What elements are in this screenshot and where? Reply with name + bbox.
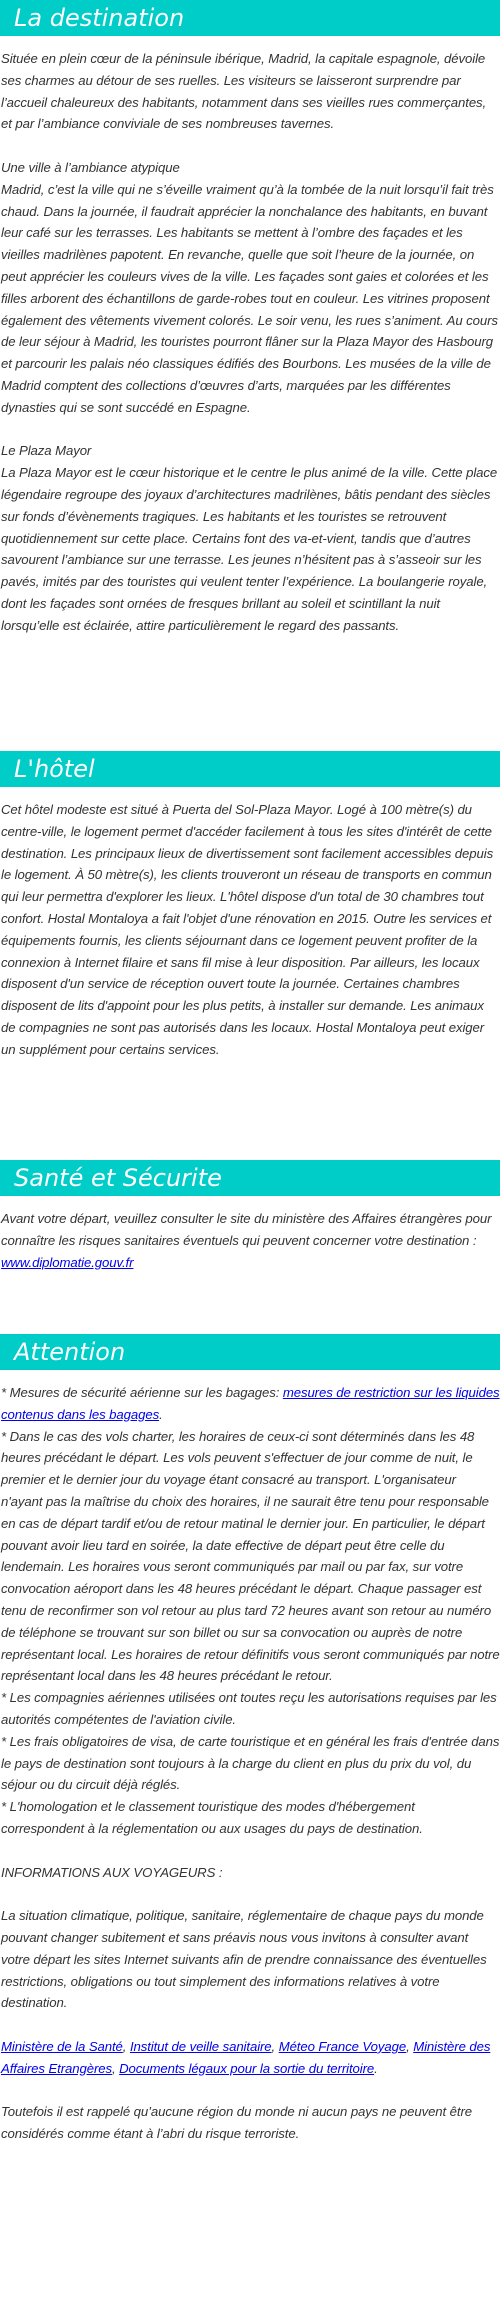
sante-title: Santé et Sécurite (0, 1160, 500, 1196)
link-separator: , (111, 2060, 120, 2076)
link-separator: , (122, 2038, 130, 2054)
hotel-body (0, 787, 500, 1061)
link-separator: , (271, 2038, 279, 2054)
info-voyageurs-text: La situation climatique, politique, sanitaire, réglementaire de chaque pays du monde pouvant changer subitement et sans préavis nous vous invitons à consulter avant votre départ les sites Internet suivants afin de prendre connaissance des éventuelles restrictions, obligations ou tout simplement des informations relatives à votre destination. (1, 1908, 487, 2011)
liquides-restriction-link[interactable]: mesures de restriction sur les liquides contenus dans les bagages (1, 1385, 500, 1422)
links-end: . (374, 2060, 378, 2076)
destination-intro: Située en plein cœur de la péninsule ibérique, Madrid, la capitale espagnole, dévoile ses charmes au détour de ses ruelles. Les visiteurs se laisseront surprendre par l’accueil chaleureux des habitants, notamment dans ses vieilles rues commerçantes, et par l’ambiance conviviale de ses nombreuses tavernes. (1, 51, 487, 132)
attention-item-charter: * Dans le cas des vols charter, les horaires de ceux-ci sont déterminés dans les 48 heures précédant le départ. Les vols peuvent s'effectuer de jour comme de nuit, le premier et le dernier jour du voyage étant consacré au transport. L'organisateur n'ayant pas la maîtrise du choix des horaires, il ne saurait être tenu pour responsable en cas de départ tardif et/ou de retour matinal le dernier jour. En particulier, le départ pouvant avoir lieu tard en soirée, la date effective de départ peut être celle du lendemain. Les horaires vous seront communiqués par mail ou par fax, sur votre convocation aéroport dans les 48 heures précédant le départ. Chaque passager est tenu de reconfirmer son vol retour au plus tard 72 heures avant son retour au numéro de téléphone se trouvant sur son billet ou sur sa convocation ou auprès de notre représentant local. Les horaires de retour définitifs vous seront communiqués par notre représentant local dans les 48 heures précédant le retour. (1, 1428, 500, 1684)
attention-body (0, 1370, 500, 2145)
link-meteo-france-voyage[interactable]: Méteo France Voyage (278, 2038, 407, 2054)
link-ministere-affaires-etrangeres[interactable]: Ministère des Affaires Etrangères (1, 2038, 491, 2076)
terrorism-disclaimer: Toutefois il est rappelé qu’aucune région du monde ni aucun pays ne peuvent être considérés comme étant à l’abri du risque terroriste. (1, 2104, 472, 2142)
info-voyageurs-heading: INFORMATIONS AUX VOYAGEURS : (1, 1864, 223, 1880)
attention-section (0, 1334, 500, 2145)
destination-body (0, 36, 500, 637)
destination-text-plaza: La Plaza Mayor est le cœur historique et le centre le plus animé de la ville. Cette place légendaire regroupe des joyaux d’architectures madrilènes, bâtis pendant des siècles sur fonds d’évènements tragiques. Les habitants et les touristes se retrouvent quotidiennement sur cette place. Certains font des va-et-vient, tandis que d’autres savourent l’ambiance sur une terrasse. Les jeunes n’hésitent pas à s’asseoir sur les pavés, imités par des touristes qui veulent tenter l’expérience. La boulangerie royale, dont les façades sont ornées de fresques brillant au soleil et scintillant la nuit lorsqu’elle est éclairée, attire particulièrement le regard des passants. (1, 465, 498, 633)
link-separator: , (406, 2038, 414, 2054)
attention-item-frais: * Les frais obligatoires de visa, de carte touristique et en général les frais d'entrée dans le pays de destination sont toujours à la charge du client en plus du prix du vol, du séjour ou du circuit déjà réglés. (1, 1733, 500, 1793)
link-ministere-sante[interactable]: Ministère de la Santé (1, 2038, 123, 2054)
attention-item-bagages (1, 1382, 500, 1426)
sante-description: Avant votre départ, veuillez consulter le site du ministère des Affaires étrangères pour connaître les risques sanitaires éventuels qui peuvent concerner votre destination : (1, 1211, 492, 1248)
info-links (1, 2036, 500, 2080)
sante-text (1, 1208, 500, 1273)
destination-text-ambiance: Madrid, c’est la ville qui ne s’éveille vraiment qu’à la tombée de la nuit lorsqu’il fait très chaud. Dans la journée, il faudrait apprécier la nonchalance des habitants, en buvant leur café sur les terrasses. Les habitants se mettent à l’ombre des façades et les vieilles madrilènes papotent. En revanche, quelle que soit l’heure de la journée, on peut apprécier les couleurs vives de la ville. Les façades sont gaies et colorées et les filles arborent des échantillons de garde-robes tout en couleur. Les vitrines proposent également des vêtements vivement colorés. Le soir venu, les rues s’animent. Au cours de leur séjour à Madrid, les touristes pourront flâner sur la Plaza Mayor des Hasbourg et parcourir les palais néo classiques édifiés des Bourbons. Les musées de la ville de Madrid comptent des collections d’œuvres d’arts, marquées par les différentes dynasties qui se sont succédé en Espagne. (1, 181, 498, 415)
hotel-title: L'hôtel (0, 751, 500, 787)
attention-item-bagages-prefix: * Mesures de sécurité aérienne sur les bagages: (1, 1385, 283, 1400)
sante-body (0, 1196, 500, 1273)
attention-item-bagages-suffix: . (159, 1406, 163, 1422)
attention-item-compagnies: * Les compagnies aériennes utilisées ont toutes reçu les autorisations requises par les autorités compétentes de l'aviation civile. (1, 1690, 497, 1727)
hotel-section (0, 751, 500, 1160)
link-documents-legaux[interactable]: Documents légaux pour la sortie du territoire (119, 2060, 375, 2076)
hotel-description: Cet hôtel modeste est situé à Puerta del Sol-Plaza Mayor. Logé à 100 mètre(s) du centre-ville, le logement permet d'accéder facilement à tous les sites d'intérêt de cette destination. Les principaux lieux de divertissement sont facilement accessibles depuis le logement. À 50 mètre(s), les clients trouveront un réseau de transports en commun qui leur permettra d'explorer les lieux. L'hôtel dispose d'un total de 30 chambres tout confort. Hostal Montaloya a fait l'objet d'une rénovation en 2015. Outre les services et équipements fournis, les clients séjournant dans ce logement peuvent profiter de la connexion à Internet filaire et sans fil mise à leur disposition. Par ailleurs, les locaux disposent d'un service de réception ouvert toute la journée. Certaines chambres disposent de lits d'appoint pour les plus petits, à installer sur demande. Les animaux de compagnies ne sont pas autorisés dans les locaux. Hostal Montaloya peut exiger un supplément pour certains services. (1, 802, 494, 1057)
destination-section (0, 0, 500, 751)
attention-title: Attention (0, 1334, 500, 1370)
destination-title: La destination (0, 0, 500, 36)
destination-subtitle-plaza: Le Plaza Mayor (1, 443, 92, 459)
destination-subtitle-ambiance: Une ville à l’ambiance atypique (1, 159, 180, 175)
link-institut-veille-sanitaire[interactable]: Institut de veille sanitaire (129, 2038, 272, 2054)
diplomatie-link[interactable]: www.diplomatie.gouv.fr (1, 1254, 134, 1270)
sante-section (0, 1160, 500, 1334)
attention-item-homologation: * L'homologation et le classement touristique des modes d'hébergement correspondent à la réglementation ou aux usages du pays de destination. (1, 1799, 423, 1836)
